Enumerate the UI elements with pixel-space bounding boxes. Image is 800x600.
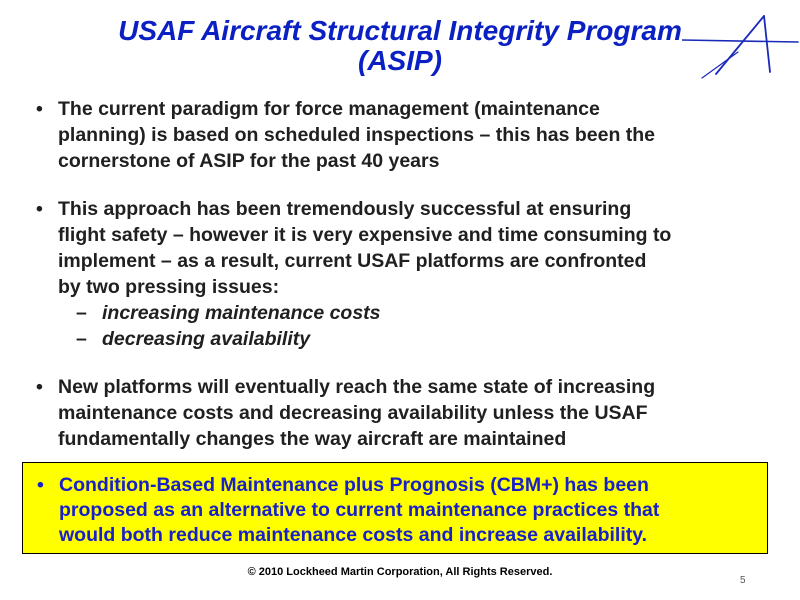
cbm-highlight-box xyxy=(22,462,768,554)
copyright-footer: © 2010 Lockheed Martin Corporation, All Rights Reserved. xyxy=(247,566,553,578)
bullet-3-line-1: New platforms will eventually reach the same state of increasing xyxy=(58,376,656,398)
bullet-2-line-4: by two pressing issues: xyxy=(58,276,280,298)
logo-star-stroke-a xyxy=(716,16,764,74)
bullet-approach xyxy=(32,196,772,352)
bullet-force-management xyxy=(32,96,772,174)
title-line-1: USAF Aircraft Structural Integrity Program xyxy=(118,15,682,46)
bullet-new-platforms xyxy=(32,374,772,452)
logo-swoosh-line xyxy=(682,40,798,42)
highlight-line-3: would both reduce maintenance costs and increase availability. xyxy=(59,524,648,546)
slide-content xyxy=(32,96,772,452)
sub-bullet-2-text: decreasing availability xyxy=(102,328,311,350)
bullet-dot: • xyxy=(37,474,44,496)
slide-title xyxy=(0,16,800,76)
page-number: 5 xyxy=(740,575,746,586)
logo-star-stroke-c xyxy=(702,52,738,78)
bullet-3-line-2: maintenance costs and decreasing availability unless the USAF xyxy=(58,402,648,424)
title-line-2: (ASIP) xyxy=(358,45,442,76)
sub-bullet-1-text: increasing maintenance costs xyxy=(102,302,381,324)
bullet-3-line-3: fundamentally changes the way aircraft are maintained xyxy=(58,428,567,450)
bullet-dot: • xyxy=(36,198,43,220)
cbm-highlight-text xyxy=(33,473,759,548)
bullet-2-line-1: This approach has been tremendously successful at ensuring xyxy=(58,198,632,220)
bullet-1-line-3: cornerstone of ASIP for the past 40 years xyxy=(58,150,440,172)
lockheed-martin-star-logo xyxy=(682,12,800,82)
highlight-line-1: Condition-Based Maintenance plus Prognosis (CBM+) has been xyxy=(59,474,649,496)
bullet-dot: • xyxy=(36,98,43,120)
bullet-2-line-2: flight safety – however it is very expensive and time consuming to xyxy=(58,224,672,246)
bullet-2-line-3: implement – as a result, current USAF platforms are confronted xyxy=(58,250,647,272)
sub-bullet-availability xyxy=(58,326,772,352)
sub-bullet-dash: – xyxy=(76,302,87,324)
sub-bullet-maintenance-costs xyxy=(58,300,772,326)
bullet-dot: • xyxy=(36,376,43,398)
bullet-1-line-1: The current paradigm for force management (maintenance xyxy=(58,98,600,120)
highlight-line-2: proposed as an alternative to current maintenance practices that xyxy=(59,499,660,521)
bullet-1-line-2: planning) is based on scheduled inspections – this has been the xyxy=(58,124,656,146)
logo-star-stroke-b xyxy=(764,16,770,72)
sub-bullet-dash: – xyxy=(76,328,87,350)
